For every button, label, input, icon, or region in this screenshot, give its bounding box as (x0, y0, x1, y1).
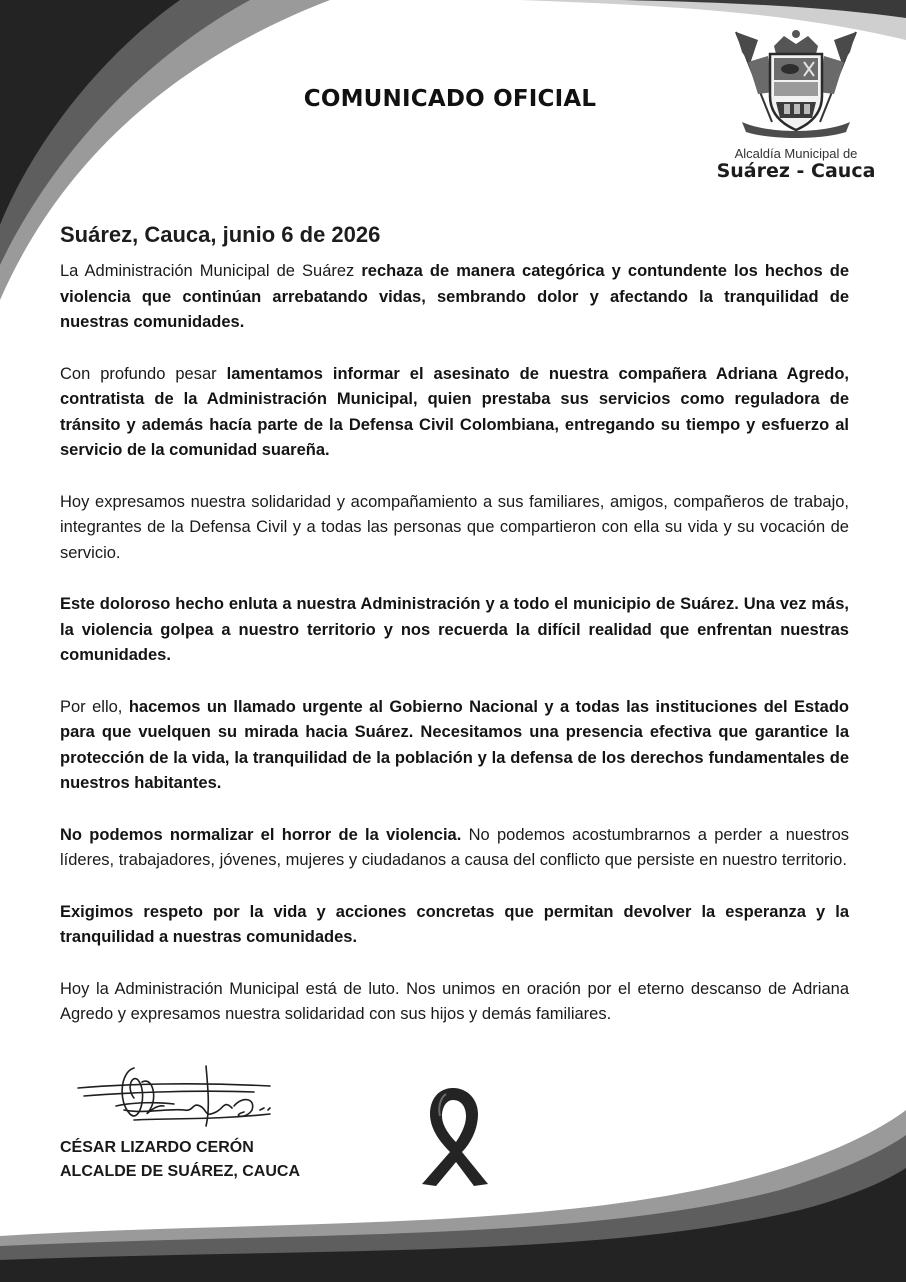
bold-text-run: No podemos normalizar el horror de la violencia. (60, 825, 462, 844)
signatory-name: CÉSAR LIZARDO CERÓN (60, 1139, 254, 1156)
letter-paragraph (60, 977, 849, 1028)
letter-date: Suárez, Cauca, junio 6 de 2026 (60, 222, 381, 247)
bold-text-run: Este doloroso hecho enluta a nuestra Administración y a todo el municipio de Suárez. Una vez más, la violencia golpea a nuestro territorio y nos recuerda la difícil realidad que enfrentan nuestras comunidades. (60, 595, 849, 664)
letter-paragraph (60, 695, 849, 797)
letter-paragraph (60, 362, 849, 464)
text-run: La Administración Municipal de Suárez (60, 262, 362, 280)
mourning-ribbon-icon (412, 1086, 494, 1188)
letter-paragraph (60, 259, 849, 336)
letter-paragraph (60, 592, 849, 669)
text-run: Hoy la Administración Municipal está de luto. Nos unimos en oración por el eterno descanso de Adriana Agredo y expresamos nuestra solidaridad con sus hijos y demás familiares. (60, 979, 849, 1023)
brand-line-name: Suárez - Cauca (716, 160, 876, 182)
bold-text-run: rechaza de manera categórica y contundente los hechos de violencia que continúan arrebatando vidas, sembrando dolor y afectando la tranquilidad de nuestras comunidades. (60, 262, 850, 331)
letter-paragraph (60, 900, 849, 951)
brand-line-municipality: Alcaldía Municipal de (734, 146, 858, 161)
page-title: COMUNICADO OFICIAL (303, 86, 597, 112)
coat-of-arms-icon (728, 22, 864, 138)
text-run: No podemos acostumbrarnos a perder a nuestros líderes, trabajadores, jóvenes, mujeres y ciudadanos a causa del conflicto que persiste en nuestro territorio. (60, 825, 849, 869)
letter-paragraph (60, 823, 849, 874)
letter-body (60, 259, 849, 1054)
text-run: Hoy expresamos nuestra solidaridad y acompañamiento a sus familiares, amigos, compañeros de trabajo, integrantes de la Defensa Civil y a todas las personas que compartieron con ella su vida y su vocación de servicio. (60, 492, 849, 562)
text-run: Por ello, (60, 697, 129, 716)
bold-text-run: lamentamos informar el asesinato de nuestra compañera Adriana Agredo, contratista de la Administración Municipal, quien prestaba sus servicios como reguladora de tránsito y además hacía parte de la Defensa Civil Colombiana, entregando su tiempo y esfuerzo al servicio de la comunidad suareña. (60, 364, 849, 459)
bold-text-run: hacemos un llamado urgente al Gobierno Nacional y a todas las instituciones del Estado para que vuelquen su mirada hacia Suárez. Necesitamos una presencia efectiva que garantice la protección de la vida, la tranquilidad de la población y la defensa de los derechos fundamentales de nuestros habitantes. (60, 697, 849, 792)
bold-text-run: Exigimos respeto por la vida y acciones concretas que permitan devolver la esperanza y la tranquilidad a nuestras comunidades. (60, 902, 849, 946)
signatory-role: ALCALDE DE SUÁREZ, CAUCA (60, 1163, 300, 1180)
handwritten-signature (74, 1062, 284, 1144)
letter-paragraph (60, 490, 849, 567)
text-run: Con profundo pesar (60, 364, 227, 383)
